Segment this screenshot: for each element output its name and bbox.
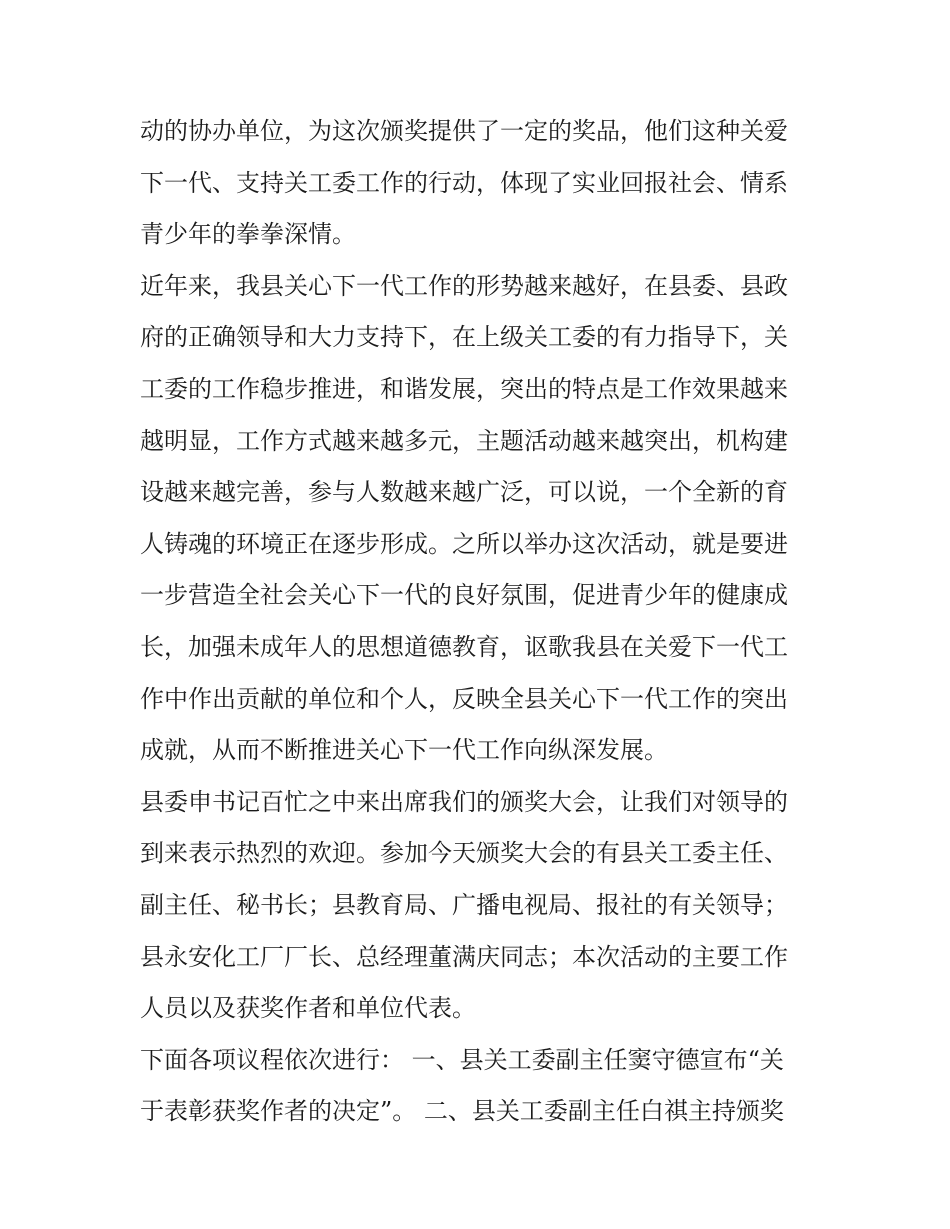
text-line: 近年来，我县关心下一代工作的形势越来越好，在县委、县政	[140, 271, 788, 300]
text-line: 工委的工作稳步推进，和谐发展，突出的特点是工作效果越来	[140, 374, 788, 403]
text-line: 到来表示热烈的欢迎。参加今天颁奖大会的有县关工委主任、	[140, 839, 788, 868]
text-line: 下面各项议程依次进行： 一、县关工委副主任窦守德宣布“关	[140, 1045, 784, 1074]
text-line: 青少年的拳拳深情。	[140, 220, 356, 249]
text-line: 设越来越完善，参与人数越来越广泛，可以说，一个全新的育	[140, 478, 788, 507]
text-line: 人铸魂的环境正在逐步形成。之所以举办这次活动，就是要进	[140, 529, 788, 558]
text-line: 长，加强未成年人的思想道德教育，讴歌我县在关爱下一代工	[140, 632, 788, 661]
text-line: 县永安化工厂厂长、总经理董满庆同志；本次活动的主要工作	[140, 942, 788, 971]
text-line: 越明显，工作方式越来越多元，主题活动越来越突出，机构建	[140, 426, 788, 455]
text-line: 人员以及获奖作者和单位代表。	[140, 994, 476, 1023]
text-line: 成就，从而不断推进关心下一代工作向纵深发展。	[140, 736, 668, 765]
text-line: 副主任、秘书长；县教育局、广播电视局、报社的有关领导；	[140, 890, 788, 919]
text-line: 府的正确领导和大力支持下，在上级关工委的有力指导下，关	[140, 323, 788, 352]
text-line: 动的协办单位，为这次颁奖提供了一定的奖品，他们这种关爱	[140, 117, 788, 145]
text-line: 于表彰获奖作者的决定”。 二、县关工委副主任白祺主持颁奖	[140, 1097, 784, 1126]
text-line: 下一代、支持关工委工作的行动，体现了实业回报社会、情系	[140, 168, 788, 197]
text-line: 县委申书记百忙之中来出席我们的颁奖大会，让我们对领导的	[140, 787, 788, 816]
text-line: 作中作出贡献的单位和个人，反映全县关心下一代工作的突出	[140, 684, 788, 713]
text-line: 一步营造全社会关心下一代的良好氛围，促进青少年的健康成	[140, 581, 788, 610]
document-body	[140, 106, 820, 1138]
